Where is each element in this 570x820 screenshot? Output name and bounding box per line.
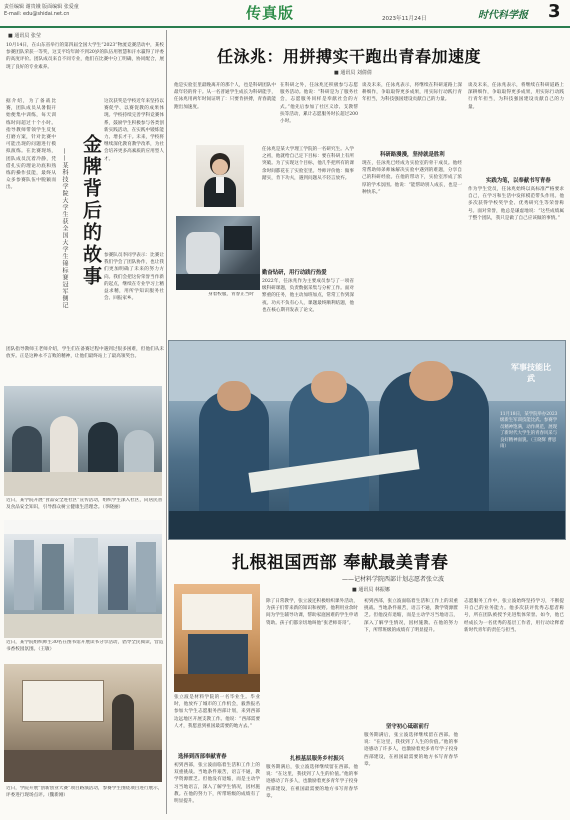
portrait-caption: 身着校服，青春正当时 (208, 292, 254, 297)
bottom-feature-col3: 除了日常教学，张立波还积极组织课外活动，为孩子们带来新的知识和视野。他利用业余时间为学生辅导功课，帮助家庭困难的学生申请资助。孩子们都亲切地叫他“张老师哥哥”。 (266, 599, 358, 626)
section-title: 传真版 (246, 4, 295, 22)
left-feature-author: ■ 通讯员 张莹 (8, 33, 41, 39)
newspaper-logo: 时代科学报 (478, 10, 528, 21)
bottom-feature-col4: 服务期满后，张立波选择继续留在西部。他说：“在这里，我找到了人生的价值。”他的事迹感动了许多人，也激励着更多青年学子投身西部建设，在祖国最需要的地方书写青春华章。 (266, 765, 358, 799)
bottom-feature-col5: 初到西部，张立波面临着生活和工作上的双重挑战。当地条件艰苦，语言不通，教学资源匮乏。但他没有退缩，而是主动学习当地语言，深入了解学生情况，因材施教。在他的努力下，所带班级的成绩有了明显提升。 (364, 599, 458, 633)
top-feature-col2: 2022年，任泳兆作为主要成员参与了一项省级科研课题，负责数据采集与分析工作。面对繁重的任务，他主动加班加点，常常工作到深夜。功夫不负有心人，课题最终顺利结题，他也在核心期刊发表了论文。 (262, 279, 354, 313)
military-skills-title: 军事技能比武 (511, 363, 551, 383)
portrait-photo (196, 145, 244, 207)
top-feature-sub3: 实践为笔，以奉献书写青春 (486, 178, 551, 184)
bottom-feature-sub2: 扎根基层服务乡村振兴 (290, 756, 344, 762)
left-feature-para3: 这次获奖是学校近年来坚持以赛促学、以赛促教的成果体现。学校持续完善学科竞赛体系，鼓励学生积极参与各类创新实践活动，在实践中锻炼能力、增长才干。未来，学校将继续深化教育教学改革，为社会培养更多高素质的应用型人才。 (104, 99, 164, 162)
photo-community-event (4, 386, 162, 496)
left-feature-para2: 据介绍，为了备战比赛，团队成员从暑假开始便集中训练，每天训练时间超过十个小时。指导教师带领学生反复打磨方案，针对比赛中可能出现的问题进行模拟演练。在比赛现场，团队成员沉着冷静，凭借扎实的理论功底和熟练的操作技能，最终从众多参赛队伍中脱颖而出。 (6, 99, 56, 191)
bottom-feature-right-col: 志愿服务工作中，张立波始终坚持学习，不断提升自己的业务能力。他多次获评优秀志愿者称号，所在团队被授予先进集体荣誉。如今，他已经成长为一名优秀的基层工作者，用行动诠释着新时代青年的责任与担当。 (464, 599, 564, 633)
bottom-feature-headline: 扎根祖国西部 奉献最美青春 (232, 553, 449, 573)
column-divider (166, 30, 167, 814)
top-feature-col3: 在科研之外，任泳兆还积极参与志愿服务活动。他说：“科研是为了服务社会，志愿服务同样是奉献社会的方式。”他先后参加了社区义诊、支教帮扶等活动，累计志愿服务时长超过200小时。 (280, 83, 358, 125)
page-number: 3 (548, 1, 561, 22)
masthead (0, 0, 570, 28)
bottom-feature-sub3: 坚守初心砥砺前行 (386, 724, 430, 730)
top-feature-intro: 他是实验室里最晚离开的那个人，也是科研团队中最年轻的骨干。从一名普通学生成长为科研能手，任泳兆用两年时间证明了：只要肯拼搏，青春就能跑出加速度。 (174, 83, 276, 110)
caption-startup-roadshow: 近日，学院开展“创新创业大赛”项目路演活动，参赛学生围绕项目进行展示，评委进行现场点评。（魏新刚） (6, 786, 163, 798)
volunteer-photo (174, 584, 260, 692)
lab-photo (176, 216, 260, 290)
caption-community-event: 近日，某学院开展“食品安全进社区”宣传活动，组织学生深入社区，向居民普及食品安全知识，引导群众树立健康生活理念。（李晓丽） (6, 498, 163, 510)
top-feature-spacer (174, 200, 194, 214)
top-feature-right-col2: 作为学生党员，任泳兆始终以高标准严格要求自己，在学习和生活中发挥模范带头作用。他多次获得学校奖学金、优秀研究生等荣誉称号。面对荣誉，他总是谦虚地说：“这些成绩属于整个团队，我只是做了自己应该做的事情。” (468, 187, 564, 221)
caption-library-reading: 近日，某学院组织师生30名在图书馆开展读书分享活动，倡导全民阅读，营造书香校园氛围。（王敏） (6, 640, 164, 652)
left-feature-para1: 10月14日，在山东省举行的第四届全国大学生“2023”物流竞赛活动中，某校参赛团队荣获一等奖，这支平均年龄不到20岁的队伍用智慧和汗水赢得了评委的高度评价。团队成员来自不同专业，他们在比赛中分工明确，协同配合，展现了良好的专业素养。 (6, 43, 164, 70)
left-feature-para4: 参赛队员李同学表示：比赛让我们学会了团队协作，也让我们更加明确了未来的努力方向。我们会把这份荣誉当作新的起点，继续在专业学习上精益求精，用所学知识服务社会、回报家乡。 (104, 253, 164, 302)
top-feature-sub2: 科研路漫漫，坚持就是胜利 (380, 152, 445, 158)
top-feature-right-col: 现在，任泳兆已经成为实验室的骨干成员。他经常帮助师弟师妹解决实验中遇到的难题，分享自己的科研经验。在他的带动下，实验室形成了浓厚的学术氛围。他说：“能帮助别人成长，也是一种快乐。” (362, 161, 462, 195)
issue-date: 2023年11月24日 (382, 16, 427, 22)
top-feature-headline: 任泳兆：用拼搏实干跑出青春加速度 (217, 47, 482, 66)
military-skills-caption: 11月18日，某学院举办2023级新生军训技能比武。参赛学员精神饱满，动作规范，展现了新时代大学生的青春风采与良好精神面貌。（王晓辉 曹思雨） (500, 412, 558, 450)
top-feature-sub1: 勤奋钻研，用行动践行热爱 (262, 270, 327, 276)
top-feature-col4: 谈及未来，任泳兆表示，将继续在科研道路上深耕细作，争取取得更多成果，用实际行动践行青年担当，为科技强国建设贡献自己的力量。 (362, 83, 462, 103)
bottom-feature-col6: 服务期满后，张立波选择继续留在西部。他说：“在这里，我找到了人生的价值。”他的事迹感动了许多人，也激励着更多青年学子投身西部建设，在祖国最需要的地方书写青春华章。 (364, 733, 458, 767)
masthead-editors: 责任编辑 谢贵娥 版面编辑 张爱童 (4, 4, 79, 10)
bottom-feature-col2: 初到西部，张立波面临着生活和工作上的双重挑战。当地条件艰苦，语言不通，教学资源匮乏。但他没有退缩，而是主动学习当地语言，深入了解学生情况，因材施教。在他的努力下，所带班级的成绩有了明显提升。 (174, 763, 260, 805)
photo-startup-roadshow (4, 664, 162, 782)
left-feature-title: 金牌背后的故事 (80, 134, 102, 288)
top-feature-author: ■ 通讯员 刘倩倩 (334, 70, 372, 76)
bottom-feature-sub1: 选择到西部奉献青春 (178, 754, 227, 760)
bottom-feature-subheadline: ——记材料学院西部计划志愿者张立波 (342, 576, 445, 583)
left-feature-subtitle: ——某科技学院大学生获全国大学生锦标赛冠军侧记 (61, 148, 68, 309)
bottom-feature-col1: 张立波是材料学院的一名毕业生。毕业时，他放弃了城市的工作机会，毅然报名参加大学生志愿服务西部计划，来到西部边远地区开展支教工作。他说：“西部需要人才，我愿意到祖国最需要的地方去。” (174, 695, 260, 729)
masthead-email: E-mail: edu@shidai.net.cn (4, 11, 70, 17)
top-feature-right-col-a: 谈及未来，任泳兆表示，将继续在科研道路上深耕细作，争取取得更多成果，用实际行动践行青年担当，为科技强国建设贡献自己的力量。 (468, 83, 564, 110)
bottom-feature-author: ■ 通讯员 林振娜 (352, 587, 390, 593)
left-feature-para5: 团队指导教师王老师介绍，学生们在备赛过程中遇到过很多困难，但他们从未放弃。正是这种永不言败的精神，让他们最终站上了最高领奖台。 (6, 347, 164, 360)
photo-library-reading (4, 520, 162, 638)
top-feature-col1: 任泳兆是某大学理工学院的一名研究生。入学之初，他就给自己定下目标：要在科研上有所突破。为了实现这个目标，他几乎把所有的课余时间都花在了实验室里。导师评价他：做事踏实，肯下功夫，遇到问题从不轻言放弃。 (262, 147, 354, 181)
